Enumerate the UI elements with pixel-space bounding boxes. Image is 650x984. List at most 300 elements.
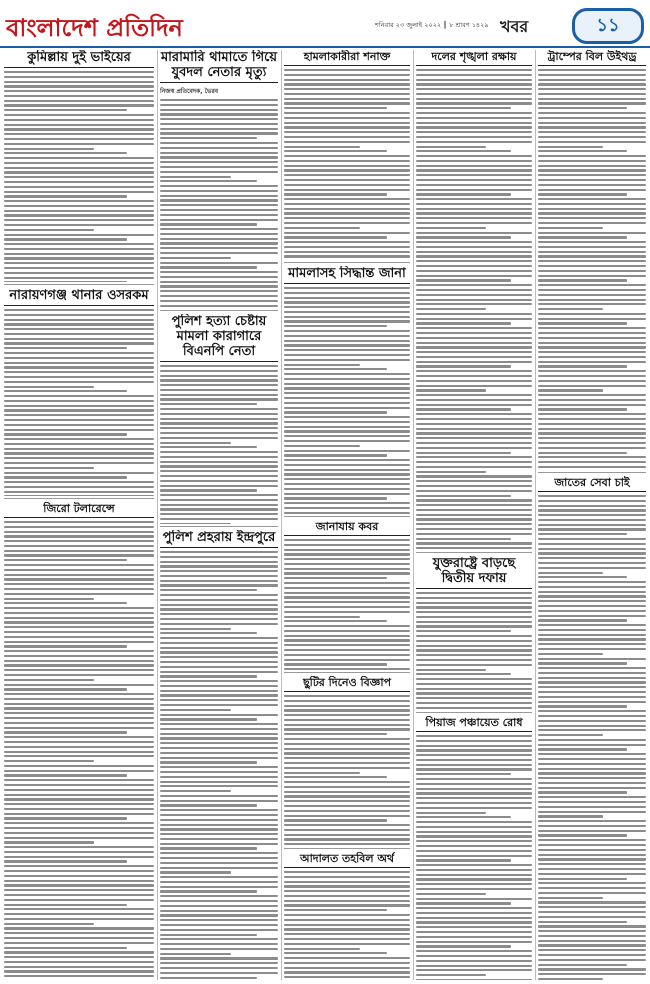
text-line (4, 224, 154, 226)
text-line (416, 150, 511, 152)
text-line (284, 364, 360, 366)
text-line (416, 683, 532, 685)
text-line (538, 189, 646, 191)
text-line (4, 894, 154, 896)
text-line (538, 275, 646, 277)
text-line (538, 653, 603, 655)
text-line (284, 824, 410, 826)
text-line (538, 667, 646, 669)
text-line (416, 308, 486, 310)
text-line (416, 428, 532, 430)
text-line (416, 399, 532, 401)
text-line (538, 107, 627, 109)
text-line (4, 817, 127, 819)
text-line (538, 102, 646, 104)
text-line (416, 518, 532, 520)
text-line (160, 690, 278, 692)
text-line (416, 659, 532, 661)
text-line (538, 901, 646, 903)
story-separator (284, 516, 410, 517)
text-line (416, 303, 532, 305)
story-headline[interactable]: ট্রাম্পের বিল উইথড্র (547, 50, 637, 63)
text-line (284, 320, 410, 322)
text-line (160, 295, 278, 297)
text-line (284, 890, 410, 892)
story-headline[interactable]: হামলাকারীরা শনাক্ত (303, 50, 391, 63)
text-line (4, 323, 154, 325)
story-dateline: নিজস্ব প্রতিবেদক, ভৈরব (160, 88, 219, 95)
text-line (160, 209, 278, 211)
text-line (4, 860, 127, 862)
text-line (416, 611, 532, 613)
text-line (416, 260, 532, 262)
text-line (416, 394, 532, 396)
text-line (4, 703, 154, 705)
text-line (284, 440, 410, 442)
text-line (160, 262, 278, 264)
text-line (160, 147, 278, 149)
text-line (160, 480, 278, 482)
text-line (416, 697, 532, 699)
story-separator (538, 472, 646, 473)
text-line (416, 98, 532, 100)
text-line (4, 405, 154, 407)
text-line (160, 271, 278, 273)
text-line (416, 950, 532, 952)
text-line (4, 253, 154, 255)
story-dol (416, 50, 532, 550)
text-line (538, 710, 646, 712)
story-headline[interactable]: জাতের সেবা চাই (554, 476, 630, 489)
text-line (284, 553, 410, 555)
text-line (160, 290, 278, 292)
text-line (160, 113, 278, 115)
text-line (416, 654, 532, 656)
masthead (0, 0, 650, 48)
text-line (284, 340, 410, 342)
text-line (160, 948, 278, 950)
text-line (538, 428, 646, 430)
text-line (4, 200, 154, 202)
text-line (538, 648, 646, 650)
text-line (4, 645, 127, 647)
text-line (160, 632, 257, 634)
story-headline[interactable]: নারায়ণগঞ্জ থানার ওসরকম (9, 288, 149, 303)
text-line (538, 696, 646, 698)
text-line (160, 109, 278, 111)
text-line (538, 940, 646, 942)
text-line (160, 276, 278, 278)
text-line (284, 316, 410, 318)
text-line (160, 257, 231, 259)
text-line (284, 709, 410, 711)
text-line (4, 219, 154, 221)
text-line (538, 763, 646, 765)
text-line (4, 760, 94, 762)
text-line (416, 768, 532, 770)
text-line (538, 260, 646, 262)
text-line (160, 228, 278, 230)
text-line (538, 935, 646, 937)
story-headline[interactable]: জানাযায় কবর (315, 520, 379, 533)
text-line (538, 973, 646, 975)
text-line (4, 234, 154, 236)
text-line (416, 432, 532, 434)
text-line (4, 841, 94, 843)
story-separator (4, 498, 154, 499)
text-line (416, 979, 532, 980)
text-line (416, 850, 532, 852)
column-2 (160, 50, 278, 980)
text-line (284, 639, 410, 641)
text-line (4, 550, 154, 552)
text-line (538, 576, 627, 578)
text-line (416, 485, 532, 487)
text-line (160, 728, 278, 730)
text-line (160, 608, 278, 610)
text-line (416, 812, 486, 814)
text-line (284, 885, 410, 887)
story-headline[interactable]: যুক্তরাষ্ট্রে বাড়ছে দ্বিতীয় দফায় (432, 556, 516, 586)
text-line (538, 289, 646, 291)
text-line (538, 572, 603, 574)
text-line (160, 161, 278, 163)
text-line (416, 921, 532, 923)
text-line (416, 678, 532, 680)
text-line (284, 924, 410, 926)
text-line (160, 305, 278, 307)
text-line (538, 744, 646, 746)
story-chhutir (284, 676, 410, 846)
text-line (538, 686, 646, 688)
text-line (284, 539, 410, 541)
text-line (416, 385, 532, 387)
text-line (4, 617, 154, 619)
text-line (284, 107, 387, 109)
text-line (160, 398, 278, 400)
text-line (160, 432, 278, 434)
text-line (416, 538, 511, 540)
text-line (538, 629, 646, 631)
text-line (4, 722, 154, 724)
text-line (4, 429, 154, 431)
text-line (416, 179, 532, 181)
text-line (284, 189, 410, 191)
text-line (538, 117, 646, 119)
text-line (4, 875, 154, 877)
text-line (538, 600, 646, 602)
text-line (160, 828, 278, 830)
text-line (538, 715, 646, 717)
text-line (160, 962, 278, 964)
text-line (160, 938, 278, 940)
text-line (284, 719, 410, 721)
text-line (538, 198, 646, 200)
text-line (160, 819, 278, 821)
text-line (4, 400, 154, 402)
story-body (284, 539, 410, 670)
text-line (538, 284, 646, 286)
text-line (4, 961, 154, 963)
story-headline[interactable]: পুলিশ হত্যা চেষ্টায় মামলা কারাগারে বিএনপি নেতা (171, 314, 267, 359)
text-line (160, 370, 278, 372)
text-line (4, 395, 154, 397)
text-line (160, 776, 278, 778)
story-headline[interactable]: আদালত তহবিল অর্থ (299, 852, 395, 865)
text-line (416, 802, 532, 804)
text-line (416, 174, 532, 176)
text-line (538, 858, 646, 860)
text-line (4, 712, 154, 714)
text-line (160, 675, 257, 677)
text-line (4, 409, 154, 411)
story-headline[interactable]: পুলিশ প্রহরায় ইন্দ্রপুরে (162, 530, 276, 545)
text-line (538, 815, 603, 817)
text-line (538, 227, 603, 229)
text-line (416, 255, 532, 257)
text-line (538, 519, 646, 521)
text-line (284, 354, 410, 356)
text-line (416, 523, 532, 525)
text-line (284, 502, 410, 504)
text-line (284, 714, 410, 716)
text-line (160, 757, 278, 759)
text-line (538, 74, 646, 76)
story-body (416, 69, 532, 550)
column-divider (413, 50, 414, 980)
text-line (284, 914, 410, 916)
text-line (160, 718, 257, 720)
text-line (4, 438, 154, 440)
text-line (160, 137, 257, 139)
text-line (538, 251, 646, 253)
text-line (416, 299, 532, 301)
story-headline[interactable]: কুমিল্লায় দুই ভাইয়ের (27, 50, 131, 65)
story-banaj (284, 520, 410, 670)
text-line (4, 765, 154, 767)
text-line (416, 855, 532, 857)
text-line (538, 500, 646, 502)
story-body (284, 695, 410, 846)
story-headline[interactable]: জিরো টলারেন্সে (43, 502, 115, 515)
text-line (538, 255, 646, 257)
text-line (160, 914, 278, 916)
section-title: খবর (500, 17, 529, 36)
text-line (416, 102, 532, 104)
text-line (284, 762, 410, 764)
text-line (416, 621, 532, 623)
text-line (4, 789, 154, 791)
text-line (284, 174, 410, 176)
text-line (160, 881, 278, 883)
text-line (538, 944, 646, 946)
text-line (416, 413, 532, 415)
story-separator (160, 310, 278, 311)
text-line (538, 681, 646, 683)
text-line (284, 900, 410, 902)
text-line (416, 117, 532, 119)
text-line (416, 461, 532, 463)
text-line (538, 878, 627, 880)
text-line (284, 962, 410, 964)
story-adalat (284, 852, 410, 980)
text-line (416, 241, 532, 243)
text-line (4, 641, 154, 643)
text-line (284, 909, 387, 911)
text-line (538, 691, 646, 693)
text-line (4, 779, 154, 781)
text-line (4, 114, 154, 116)
text-line (538, 365, 627, 367)
story-headline[interactable]: মারামারি থামাতে গিয়ে যুবদল নেতার মৃত্যু (160, 50, 278, 80)
text-line (284, 344, 410, 346)
text-line (416, 318, 532, 320)
text-line (538, 337, 646, 339)
text-line (4, 846, 154, 848)
text-line (416, 740, 532, 742)
text-line (538, 868, 646, 870)
text-line (416, 88, 532, 90)
text-line (416, 203, 532, 205)
text-line (160, 761, 257, 763)
text-line (4, 95, 154, 97)
text-line (4, 569, 154, 571)
text-line (284, 426, 410, 428)
text-line (538, 849, 646, 851)
text-line (4, 674, 154, 676)
text-line (538, 346, 646, 348)
text-line (4, 612, 154, 614)
story-headline[interactable]: ছুটির দিনেও বিজ্ঞাপ (303, 676, 391, 689)
text-line (538, 954, 646, 956)
text-line (160, 785, 278, 787)
text-line (284, 198, 410, 200)
text-line (160, 929, 278, 931)
text-line (416, 74, 532, 76)
text-line (284, 301, 410, 303)
text-line (4, 583, 154, 585)
text-line (538, 389, 603, 391)
story-separator (4, 284, 154, 285)
text-line (284, 948, 360, 950)
text-line (538, 753, 646, 755)
text-line (160, 666, 278, 668)
text-line (538, 801, 646, 803)
text-line (416, 404, 532, 406)
text-line (284, 387, 410, 389)
text-line (416, 236, 511, 238)
text-line (4, 856, 154, 858)
text-line (538, 610, 646, 612)
text-line (416, 816, 511, 818)
text-line (4, 899, 154, 901)
text-line (160, 123, 278, 125)
text-line (4, 937, 154, 939)
story-headline[interactable]: মামলাসহ সিদ্ধান্ত জানা (288, 266, 406, 281)
text-line (416, 669, 486, 671)
text-line (416, 831, 532, 833)
text-line (160, 379, 278, 381)
text-line (4, 794, 154, 796)
text-line (538, 921, 627, 923)
text-line (416, 606, 532, 608)
headline-rule (160, 361, 278, 362)
text-line (160, 242, 278, 244)
text-line (416, 912, 532, 914)
text-line (416, 509, 532, 511)
text-line (284, 255, 410, 257)
text-line (284, 659, 410, 661)
text-line (160, 747, 278, 749)
text-line (4, 76, 154, 78)
text-line (538, 854, 646, 856)
text-line (160, 247, 278, 249)
column-3 (284, 50, 410, 980)
text-line (160, 972, 278, 974)
text-line (160, 285, 278, 287)
text-line (160, 132, 278, 134)
text-line (538, 505, 646, 507)
text-line (160, 375, 278, 377)
text-line (284, 815, 410, 817)
text-line (284, 141, 410, 143)
text-line (4, 736, 154, 738)
story-headline[interactable]: পিয়াজ পঞ্চায়েত রোধ (425, 716, 523, 729)
text-line (538, 615, 646, 617)
story-police (160, 314, 278, 524)
text-line (160, 513, 278, 515)
text-line (160, 795, 278, 797)
text-line (538, 844, 646, 846)
text-line (284, 217, 410, 219)
text-line (416, 893, 486, 895)
text-line (416, 649, 532, 651)
text-line (538, 136, 646, 138)
text-line (160, 814, 278, 816)
text-line (416, 759, 532, 761)
text-line (284, 179, 410, 181)
text-line (4, 176, 154, 178)
text-line (160, 418, 278, 420)
text-line (4, 693, 154, 695)
text-line (160, 800, 278, 802)
text-line (416, 547, 532, 549)
text-line (284, 904, 410, 906)
text-line (538, 825, 646, 827)
text-line (4, 243, 154, 245)
text-line (284, 165, 410, 167)
story-pulish-jaiga (160, 530, 278, 980)
text-line (538, 882, 646, 884)
headline-rule (284, 867, 410, 868)
text-line (284, 155, 410, 157)
text-line (538, 169, 646, 171)
text-line (4, 191, 154, 193)
text-line (416, 294, 532, 296)
text-line (160, 852, 278, 854)
text-line (160, 809, 278, 811)
story-headline[interactable]: দলের শৃঙ্খলা রক্ষায় (431, 50, 517, 63)
headline-rule (160, 547, 278, 548)
text-line (4, 822, 154, 824)
text-line (160, 408, 278, 410)
text-line (4, 621, 154, 623)
text-line (284, 88, 410, 90)
text-line (538, 911, 646, 913)
text-line (160, 623, 278, 625)
newspaper-logo[interactable]: বাংলাদেশ প্রতিদিন (6, 13, 183, 42)
text-line (4, 889, 154, 891)
